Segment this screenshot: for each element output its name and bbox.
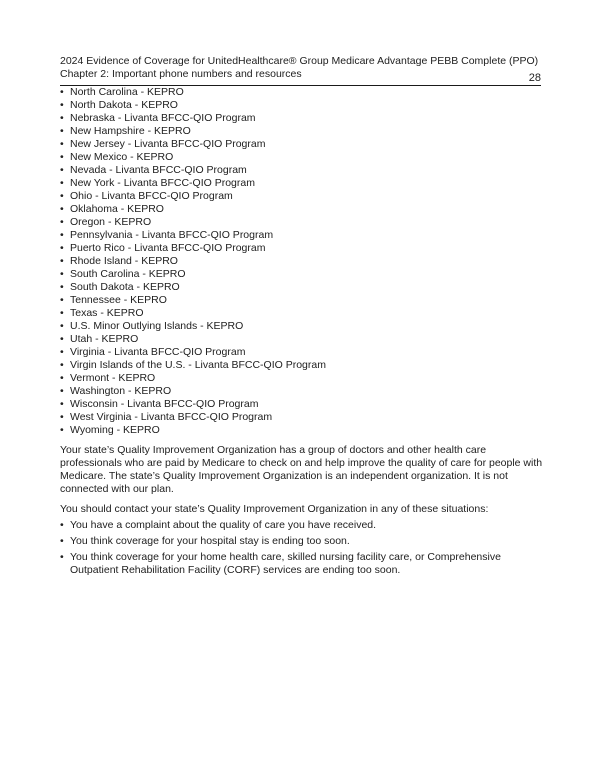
state-qio-item: • Utah - KEPRO (60, 333, 541, 346)
state-qio-list (60, 86, 541, 437)
state-qio-item: • U.S. Minor Outlying Islands - KEPRO (60, 320, 541, 333)
state-qio-item: • North Dakota - KEPRO (60, 99, 541, 112)
state-qio-item: • North Carolina - KEPRO (60, 86, 541, 99)
situation-item: • You think coverage for your home health care, skilled nursing facility care, or Comprehensive Outpatient Rehabilitation Facility (CORF) services are ending too soon. (60, 551, 526, 577)
page-header (60, 55, 541, 86)
state-qio-item: • Puerto Rico - Livanta BFCC-QIO Program (60, 242, 541, 255)
state-qio-item: • Rhode Island - KEPRO (60, 255, 541, 268)
state-qio-item: • Nebraska - Livanta BFCC-QIO Program (60, 112, 541, 125)
state-qio-item: • Washington - KEPRO (60, 385, 541, 398)
state-qio-item: • Virgin Islands of the U.S. - Livanta BFCC-QIO Program (60, 359, 541, 372)
state-qio-item: • New Hampshire - KEPRO (60, 125, 541, 138)
state-qio-item: • South Carolina - KEPRO (60, 268, 541, 281)
situation-item: • You think coverage for your hospital stay is ending too soon. (60, 535, 526, 548)
state-qio-item: • New York - Livanta BFCC-QIO Program (60, 177, 541, 190)
state-qio-item: • Tennessee - KEPRO (60, 294, 541, 307)
contact-intro-paragraph: You should contact your state’s Quality Improvement Organization in any of these situations: (60, 503, 489, 515)
state-qio-item: • New Jersey - Livanta BFCC-QIO Program (60, 138, 541, 151)
chapter-title: Chapter 2: Important phone numbers and resources (60, 68, 302, 80)
document-title: 2024 Evidence of Coverage for UnitedHealthcare® Group Medicare Advantage PEBB Complete (PPO) (60, 55, 539, 67)
state-qio-item: • Texas - KEPRO (60, 307, 541, 320)
state-qio-item: • Ohio - Livanta BFCC-QIO Program (60, 190, 541, 203)
page-number: 28 (528, 72, 541, 84)
state-qio-item: • Oklahoma - KEPRO (60, 203, 541, 216)
state-qio-item: • Wyoming - KEPRO (60, 424, 541, 437)
state-qio-item: • Oregon - KEPRO (60, 216, 541, 229)
qio-description-paragraph: Your state’s Quality Improvement Organization has a group of doctors and other health care professionals who are paid by Medicare to check on and help improve the quality of care for people with Medicare. The state’s Quality Improvement Organization is an independent organization. It is not connected with our plan. (60, 444, 543, 495)
situation-item: • You have a complaint about the quality of care you have received. (60, 519, 526, 532)
situations-list (60, 519, 526, 577)
state-qio-item: • Virginia - Livanta BFCC-QIO Program (60, 346, 541, 359)
state-qio-item: • Pennsylvania - Livanta BFCC-QIO Program (60, 229, 541, 242)
state-qio-item: • Wisconsin - Livanta BFCC-QIO Program (60, 398, 541, 411)
state-qio-item: • New Mexico - KEPRO (60, 151, 541, 164)
state-qio-item: • South Dakota - KEPRO (60, 281, 541, 294)
state-qio-item: • West Virginia - Livanta BFCC-QIO Program (60, 411, 541, 424)
state-qio-item: • Nevada - Livanta BFCC-QIO Program (60, 164, 541, 177)
state-qio-item: • Vermont - KEPRO (60, 372, 541, 385)
